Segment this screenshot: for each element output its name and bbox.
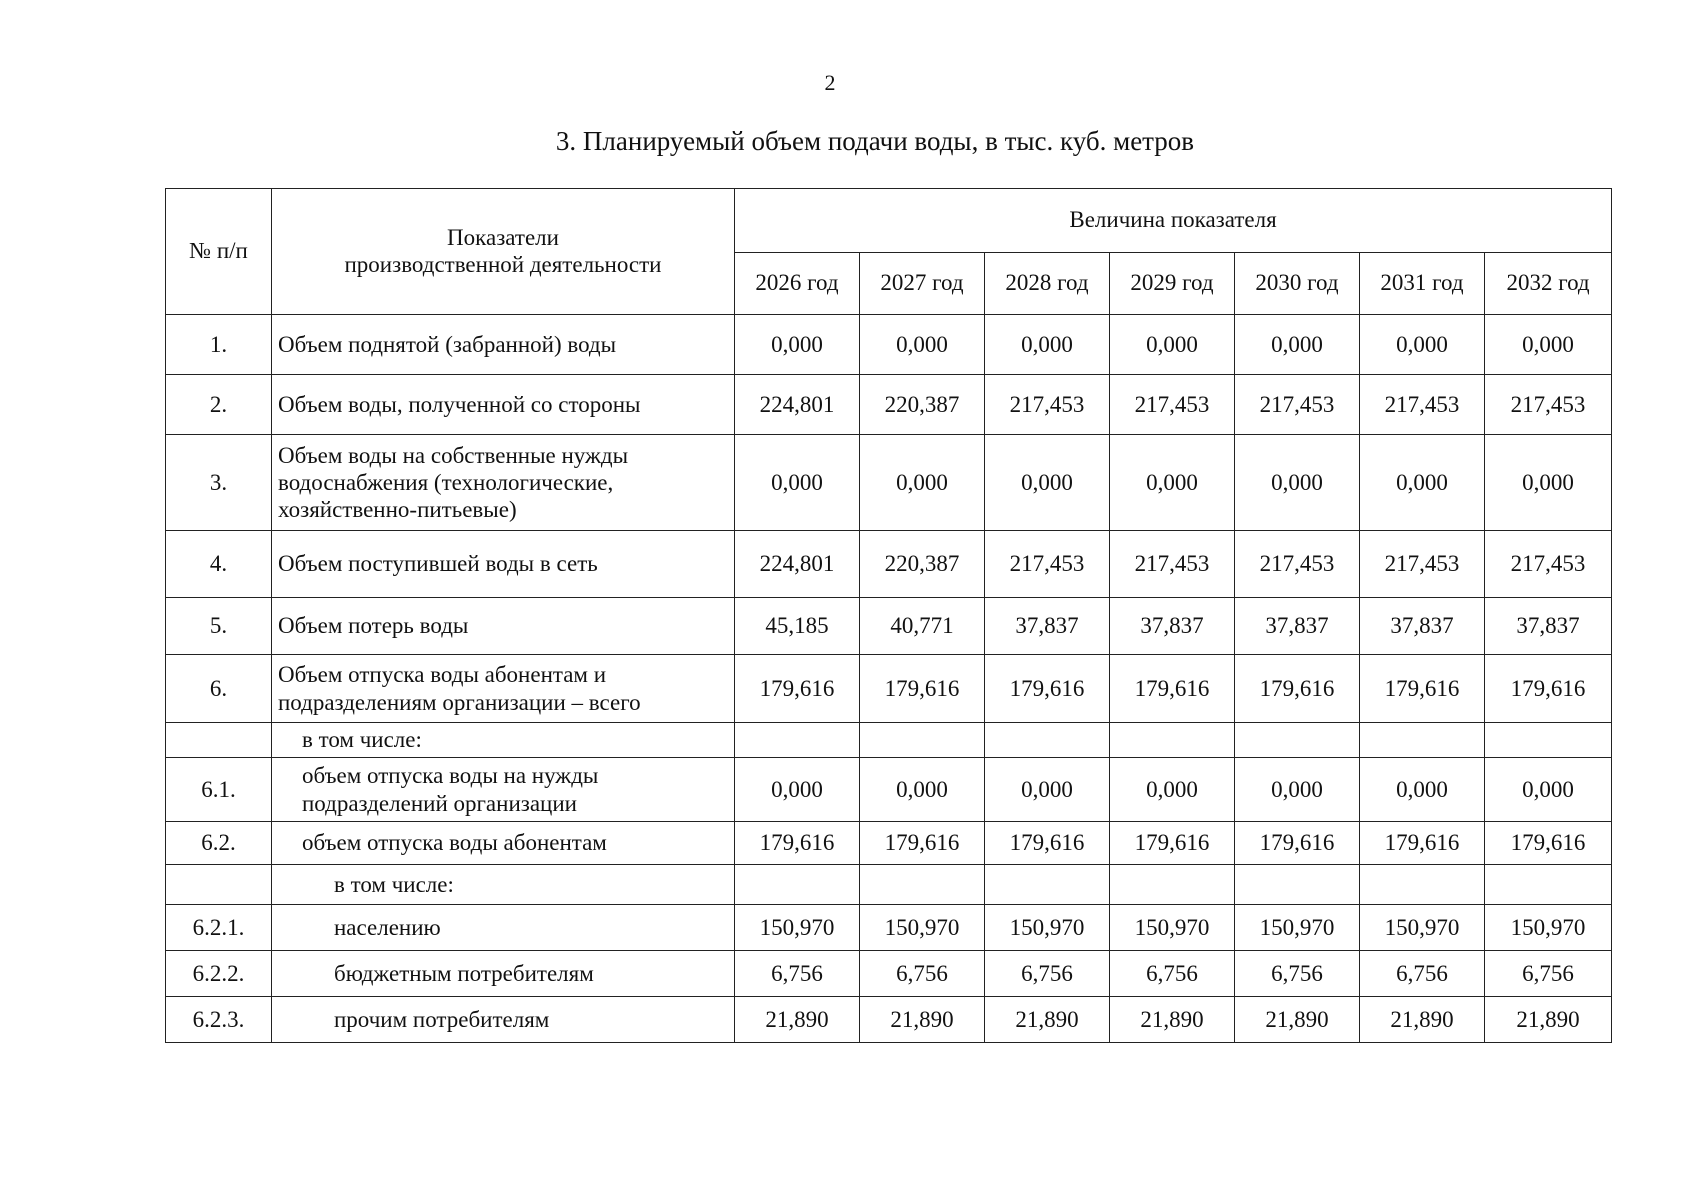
row-value [735, 865, 860, 905]
row-value [1110, 723, 1235, 758]
row-number [166, 865, 272, 905]
table-row [166, 435, 1612, 531]
row-value: 217,453 [1235, 375, 1360, 435]
row-value: 224,801 [735, 531, 860, 598]
row-indicator: Объем поднятой (забранной) воды [272, 315, 735, 375]
row-indicator: Объем воды на собственные нужды водоснабжения (технологические, хозяйственно-питьевые) [272, 435, 735, 531]
row-value: 179,616 [1360, 655, 1485, 723]
table-row [166, 822, 1612, 865]
row-value [1235, 723, 1360, 758]
row-value: 21,890 [1485, 997, 1612, 1043]
row-indicator: в том числе: [272, 865, 735, 905]
row-value: 150,970 [735, 905, 860, 951]
row-indicator: Объем отпуска воды абонентам и подразделениям организации – всего [272, 655, 735, 723]
row-value: 6,756 [735, 951, 860, 997]
header-indicator-line2: производственной деятельности [344, 251, 662, 277]
row-value [1110, 865, 1235, 905]
row-value: 37,837 [1235, 598, 1360, 655]
row-value: 21,890 [1235, 997, 1360, 1043]
row-indicator: объем отпуска воды абонентам [272, 822, 735, 865]
row-value: 179,616 [1110, 822, 1235, 865]
row-value [1235, 865, 1360, 905]
page-title: 3. Планируемый объем подачи воды, в тыс. куб. метров [555, 126, 1195, 156]
table-body [166, 315, 1612, 1043]
row-value: 0,000 [860, 435, 985, 531]
row-value: 224,801 [735, 375, 860, 435]
row-value: 217,453 [985, 531, 1110, 598]
row-value [985, 865, 1110, 905]
row-value: 179,616 [985, 822, 1110, 865]
header-indicator-line1: Показатели [447, 225, 559, 251]
row-value [985, 723, 1110, 758]
row-value: 217,453 [1360, 531, 1485, 598]
row-value: 0,000 [1110, 315, 1235, 375]
row-value: 0,000 [1360, 315, 1485, 375]
row-value: 217,453 [985, 375, 1110, 435]
row-value: 0,000 [1235, 435, 1360, 531]
row-value: 21,890 [985, 997, 1110, 1043]
row-value: 0,000 [1110, 435, 1235, 531]
row-value: 220,387 [860, 531, 985, 598]
row-value: 150,970 [1110, 905, 1235, 951]
header-year: 2030 год [1235, 253, 1360, 315]
header-indicator [272, 189, 735, 315]
row-value: 217,453 [1485, 375, 1612, 435]
row-number: 6.2.1. [166, 905, 272, 951]
row-value: 0,000 [1485, 435, 1612, 531]
row-value: 217,453 [1235, 531, 1360, 598]
row-value: 217,453 [1485, 531, 1612, 598]
row-value: 37,837 [1360, 598, 1485, 655]
row-value: 0,000 [1485, 758, 1612, 822]
row-value: 6,756 [1485, 951, 1612, 997]
row-value: 0,000 [985, 758, 1110, 822]
header-year: 2031 год [1360, 253, 1485, 315]
row-value: 179,616 [1485, 822, 1612, 865]
row-value: 6,756 [985, 951, 1110, 997]
header-year: 2032 год [1485, 253, 1612, 315]
row-value: 150,970 [1360, 905, 1485, 951]
row-value: 179,616 [735, 655, 860, 723]
row-number: 4. [166, 531, 272, 598]
row-value: 0,000 [1110, 758, 1235, 822]
row-number: 6.2.2. [166, 951, 272, 997]
row-value: 37,837 [1485, 598, 1612, 655]
row-number: 1. [166, 315, 272, 375]
row-value: 150,970 [985, 905, 1110, 951]
row-number [166, 723, 272, 758]
row-value [1360, 723, 1485, 758]
row-value: 0,000 [1235, 758, 1360, 822]
row-value: 179,616 [860, 655, 985, 723]
row-value: 179,616 [985, 655, 1110, 723]
page-number: 2 [824, 70, 836, 95]
row-value [860, 723, 985, 758]
row-value: 179,616 [860, 822, 985, 865]
table-row [166, 375, 1612, 435]
row-value: 6,756 [860, 951, 985, 997]
row-value: 217,453 [1110, 375, 1235, 435]
row-number: 5. [166, 598, 272, 655]
row-value: 0,000 [735, 435, 860, 531]
table-row [166, 758, 1612, 822]
row-value: 150,970 [1485, 905, 1612, 951]
row-value: 0,000 [1360, 758, 1485, 822]
header-year: 2028 год [985, 253, 1110, 315]
row-number: 6.2.3. [166, 997, 272, 1043]
row-value [1485, 865, 1612, 905]
row-value: 21,890 [1360, 997, 1485, 1043]
table-row [166, 905, 1612, 951]
row-indicator: прочим потребителям [272, 997, 735, 1043]
row-number: 2. [166, 375, 272, 435]
row-value [860, 865, 985, 905]
row-value: 179,616 [735, 822, 860, 865]
row-value: 0,000 [1360, 435, 1485, 531]
row-value: 179,616 [1235, 822, 1360, 865]
row-value: 0,000 [1235, 315, 1360, 375]
header-year: 2027 год [860, 253, 985, 315]
row-number: 6.1. [166, 758, 272, 822]
row-value: 0,000 [735, 315, 860, 375]
row-value: 21,890 [1110, 997, 1235, 1043]
row-value: 37,837 [985, 598, 1110, 655]
row-value: 179,616 [1360, 822, 1485, 865]
row-indicator: бюджетным потребителям [272, 951, 735, 997]
row-value: 0,000 [985, 435, 1110, 531]
row-value: 0,000 [985, 315, 1110, 375]
table-row [166, 531, 1612, 598]
row-value: 0,000 [1485, 315, 1612, 375]
row-indicator: населению [272, 905, 735, 951]
row-indicator: Объем воды, полученной со стороны [272, 375, 735, 435]
row-value: 6,756 [1235, 951, 1360, 997]
table-row [166, 951, 1612, 997]
row-indicator: в том числе: [272, 723, 735, 758]
table-row [166, 997, 1612, 1043]
row-value: 150,970 [1235, 905, 1360, 951]
row-value: 220,387 [860, 375, 985, 435]
table-row [166, 723, 1612, 758]
row-value: 6,756 [1110, 951, 1235, 997]
row-value: 40,771 [860, 598, 985, 655]
table-row [166, 598, 1612, 655]
row-number: 3. [166, 435, 272, 531]
row-value [1485, 723, 1612, 758]
water-supply-table [165, 188, 1612, 1043]
header-num: № п/п [166, 189, 272, 315]
header-year: 2029 год [1110, 253, 1235, 315]
row-value: 21,890 [860, 997, 985, 1043]
row-value: 0,000 [860, 758, 985, 822]
table-row [166, 315, 1612, 375]
row-value: 0,000 [735, 758, 860, 822]
row-value: 45,185 [735, 598, 860, 655]
row-indicator: Объем потерь воды [272, 598, 735, 655]
row-value: 179,616 [1485, 655, 1612, 723]
row-indicator: объем отпуска воды на нужды подразделений организации [272, 758, 735, 822]
row-value: 0,000 [860, 315, 985, 375]
row-value: 21,890 [735, 997, 860, 1043]
header-group: Величина показателя [735, 189, 1612, 253]
row-value: 179,616 [1235, 655, 1360, 723]
row-value [1360, 865, 1485, 905]
row-value: 179,616 [1110, 655, 1235, 723]
table-row [166, 655, 1612, 723]
row-value: 37,837 [1110, 598, 1235, 655]
row-value: 6,756 [1360, 951, 1485, 997]
header-year: 2026 год [735, 253, 860, 315]
row-number: 6. [166, 655, 272, 723]
row-number: 6.2. [166, 822, 272, 865]
row-value: 217,453 [1110, 531, 1235, 598]
row-value: 150,970 [860, 905, 985, 951]
table-row [166, 865, 1612, 905]
row-indicator: Объем поступившей воды в сеть [272, 531, 735, 598]
row-value: 217,453 [1360, 375, 1485, 435]
row-value [735, 723, 860, 758]
